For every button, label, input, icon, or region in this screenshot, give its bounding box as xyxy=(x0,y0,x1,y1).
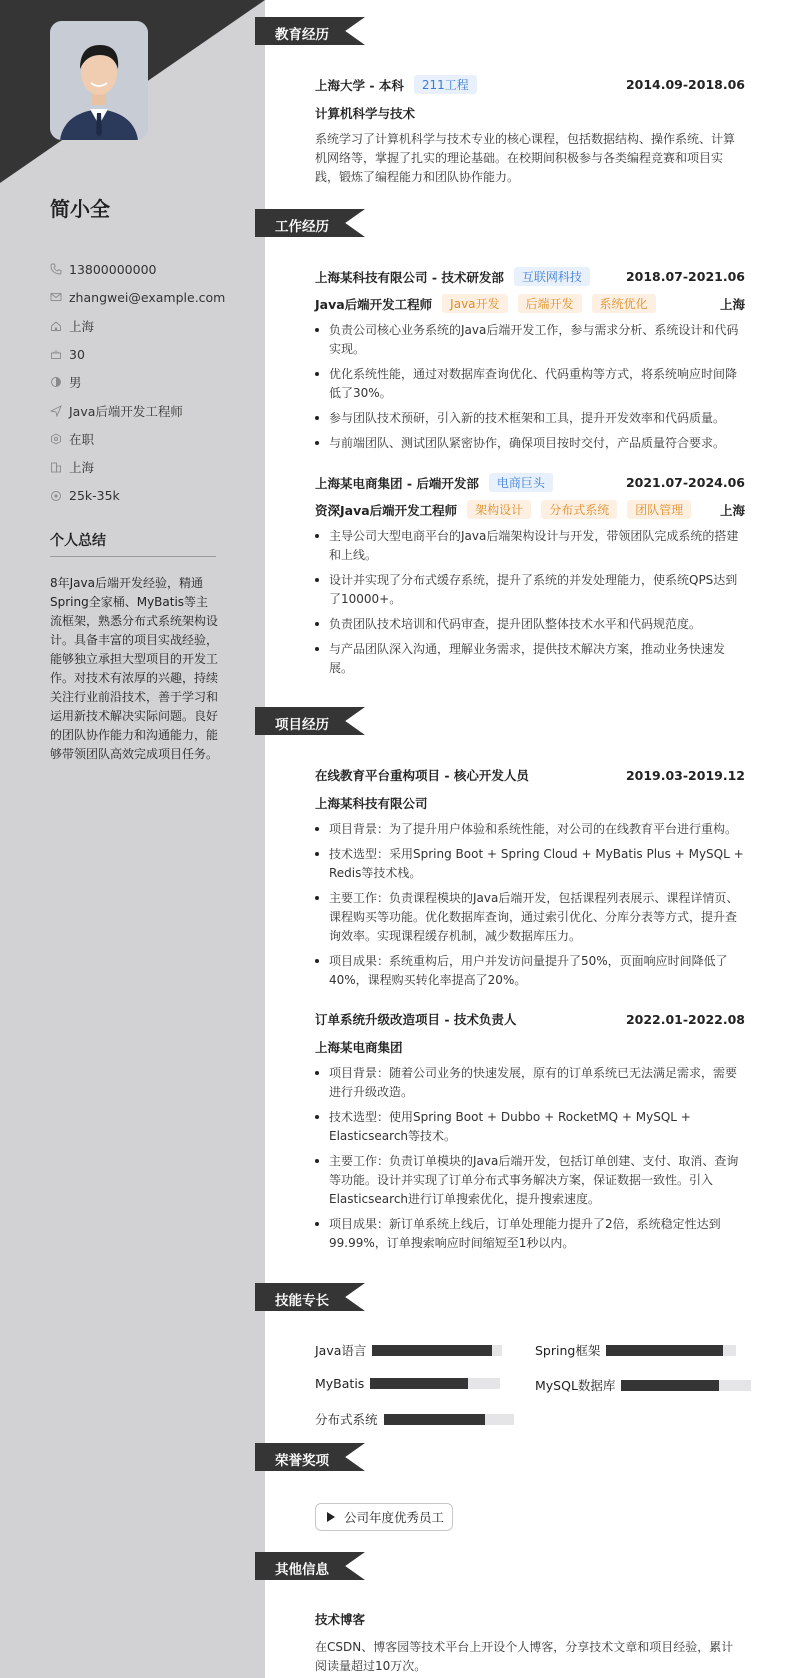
list-item: 项目成果：新订单系统上线后，订单处理能力提升了2倍，系统稳定性达到99.99%，订单搜索响应时间缩短至1秒以内。 xyxy=(315,1215,745,1253)
work-company: 上海某电商集团 - 后端开发部 xyxy=(315,475,479,491)
info-status-text: 在职 xyxy=(69,431,95,447)
skill-mysql xyxy=(535,1376,751,1394)
section-title-work: 工作经历 xyxy=(275,219,329,235)
skill-bar xyxy=(372,1345,502,1356)
info-email-text: zhangwei@example.com xyxy=(69,289,226,305)
work-skill-tag: Java开发 xyxy=(442,294,507,313)
skill-name: MySQL数据库 xyxy=(535,1378,616,1393)
list-item: 项目背景：随着公司业务的快速发展，原有的订单系统已无法满足需求，需要进行升级改造。 xyxy=(315,1064,745,1102)
work-skill-tag: 架构设计 xyxy=(467,500,531,519)
work-skill-tag: 后端开发 xyxy=(518,294,582,313)
summary-text: 8年Java后端开发经验，精通Spring全家桶、MyBatis等主流框架，熟悉分布式系统架构设计。具备丰富的项目实战经验，能够独立承担大型项目的开发工作。对技术有浓厚的兴趣，持续关注行业前沿技术，善于学习和运用新技术解决实际问题。良好的团队协作能力和沟通能力，能够带领团队高效完成项目任务。 xyxy=(50,576,219,761)
skill-bar xyxy=(384,1414,514,1425)
education-tag: 211工程 xyxy=(414,75,477,94)
other-entry xyxy=(315,1610,745,1676)
education-desc: 系统学习了计算机科学与技术专业的核心课程，包括数据结构、操作系统、计算机网络等，掌握了扎实的理论基础。在校期间积极参与各类编程竞赛和项目实践，锻炼了编程能力和团队协作能力。 xyxy=(315,132,736,184)
summary-divider xyxy=(50,556,216,557)
other-title: 技术博客 xyxy=(315,1612,366,1627)
main-content xyxy=(265,0,794,1678)
work-company-tag: 互联网科技 xyxy=(514,267,590,286)
info-job xyxy=(50,396,250,424)
info-gender-text: 男 xyxy=(69,375,82,391)
info-job-text: Java后端开发工程师 xyxy=(69,403,183,419)
info-location-text: 上海 xyxy=(69,318,95,334)
city-icon xyxy=(50,461,62,473)
work-city: 上海 xyxy=(719,502,745,518)
skill-bar-fill xyxy=(384,1414,485,1425)
work-skill-tag: 分布式系统 xyxy=(541,500,617,519)
list-item: 参与团队技术预研，引入新的技术框架和工具，提升开发效率和代码质量。 xyxy=(315,409,745,428)
skill-bar xyxy=(621,1380,751,1391)
list-item: 与前端团队、测试团队紧密协作，确保项目按时交付，产品质量符合要求。 xyxy=(315,434,745,453)
project-date: 2019.03-2019.12 xyxy=(625,767,745,783)
project-company: 上海某科技有限公司 xyxy=(315,796,428,811)
skill-name: Spring框架 xyxy=(535,1343,601,1358)
education-major: 计算机科学与技术 xyxy=(315,106,416,121)
work-date: 2021.07-2024.06 xyxy=(625,475,745,490)
section-header-work xyxy=(255,209,365,237)
mail-icon xyxy=(50,291,62,303)
education-date: 2014.09-2018.06 xyxy=(625,77,745,92)
info-age xyxy=(50,340,250,368)
status-icon xyxy=(50,433,62,445)
info-city-text: 上海 xyxy=(69,460,95,476)
info-city xyxy=(50,453,250,481)
skill-bar-fill xyxy=(621,1380,719,1391)
section-header-awards xyxy=(255,1443,365,1471)
age-icon xyxy=(50,348,62,360)
skill-bar xyxy=(606,1345,736,1356)
work-bullets xyxy=(315,321,745,453)
work-bullets xyxy=(315,527,745,678)
list-item: 设计并实现了分布式缓存系统，提升了系统的并发处理能力，使系统QPS达到了10000+。 xyxy=(315,571,745,609)
home-icon xyxy=(50,320,62,332)
gender-icon xyxy=(50,376,62,388)
skill-name: 分布式系统 xyxy=(315,1412,378,1427)
list-item: 技术选型：使用Spring Boot + Dubbo + RocketMQ + MySQL + Elasticsearch等技术。 xyxy=(315,1108,745,1146)
skill-distributed xyxy=(315,1410,514,1428)
list-item: 项目成果：系统重构后，用户并发访问量提升了50%，页面响应时间降低了40%，课程购买转化率提高了20%。 xyxy=(315,952,745,990)
education-school: 上海大学 - 本科 xyxy=(315,77,404,93)
project-date: 2022.01-2022.08 xyxy=(625,1011,745,1027)
section-title-education: 教育经历 xyxy=(275,27,329,43)
work-entry xyxy=(315,267,745,459)
skill-name: MyBatis xyxy=(315,1376,365,1391)
section-title-awards: 荣誉奖项 xyxy=(275,1453,329,1469)
section-header-projects xyxy=(255,707,365,735)
play-triangle-icon xyxy=(327,1512,335,1522)
skill-bar-fill xyxy=(372,1345,492,1356)
skill-mybatis xyxy=(315,1376,500,1391)
skill-bar-fill xyxy=(606,1345,723,1356)
info-phone-text: 13800000000 xyxy=(69,261,157,277)
info-status xyxy=(50,425,250,453)
project-bullets xyxy=(315,1064,745,1253)
award-text: 公司年度优秀员工 xyxy=(344,1510,445,1525)
work-position: 资深Java后端开发工程师 xyxy=(315,502,458,518)
work-position: Java后端开发工程师 xyxy=(315,296,433,312)
project-entry xyxy=(315,1010,745,1259)
skill-java xyxy=(315,1341,502,1359)
skill-name: Java语言 xyxy=(315,1343,367,1358)
project-bullets xyxy=(315,820,745,990)
contact-info-list xyxy=(50,255,250,510)
project-title: 订单系统升级改造项目 - 技术负责人 xyxy=(315,1012,517,1027)
avatar xyxy=(50,21,148,140)
education-entry xyxy=(315,75,745,187)
info-email xyxy=(50,283,250,311)
info-phone xyxy=(50,255,250,283)
other-desc: 在CSDN、博客园等技术平台上开设个人博客，分享技术文章和项目经验，累计阅读量超过10万次。 xyxy=(315,1640,734,1673)
section-title-skills: 技能专长 xyxy=(275,1293,329,1309)
list-item: 与产品团队深入沟通，理解业务需求，提供技术解决方案，推动业务快速发展。 xyxy=(315,640,745,678)
work-company: 上海某科技有限公司 - 技术研发部 xyxy=(315,269,504,285)
skill-bar xyxy=(370,1378,500,1389)
work-city: 上海 xyxy=(719,296,745,312)
list-item: 主要工作：负责订单模块的Java后端开发，包括订单创建、支付、取消、查询等功能。设计并实现了订单分布式事务解决方案，保证数据一致性。引入Elasticsearch进行订单搜索优化，提升搜索速度。 xyxy=(315,1152,745,1209)
list-item: 技术选型：采用Spring Boot + Spring Cloud + MyBatis Plus + MySQL + Redis等技术栈。 xyxy=(315,845,745,883)
award-badge xyxy=(315,1503,453,1531)
work-skill-tag: 团队管理 xyxy=(627,500,691,519)
project-company: 上海某电商集团 xyxy=(315,1040,403,1055)
job-icon xyxy=(50,405,62,417)
work-entry xyxy=(315,473,745,684)
info-age-text: 30 xyxy=(69,346,85,362)
list-item: 主要工作：负责课程模块的Java后端开发，包括课程列表展示、课程详情页、课程购买等功能。优化数据库查询，通过索引优化、分库分表等方式，提升查询效率。实现课程缓存机制，减少数据库压力。 xyxy=(315,889,745,946)
project-entry xyxy=(315,766,745,996)
list-item: 负责团队技术培训和代码审查，提升团队整体技术水平和代码规范度。 xyxy=(315,615,745,634)
summary-title: 个人总结 xyxy=(50,533,106,549)
info-gender xyxy=(50,368,250,396)
work-date: 2018.07-2021.06 xyxy=(625,269,745,284)
sidebar xyxy=(0,0,265,1678)
list-item: 负责公司核心业务系统的Java后端开发工作，参与需求分析、系统设计和代码实现。 xyxy=(315,321,745,359)
section-title-projects: 项目经历 xyxy=(275,717,329,733)
info-salary-text: 25k-35k xyxy=(69,488,120,504)
salary-icon xyxy=(50,490,62,502)
skill-spring xyxy=(535,1341,736,1359)
info-salary xyxy=(50,481,250,509)
info-location xyxy=(50,312,250,340)
list-item: 主导公司大型电商平台的Java后端架构设计与开发，带领团队完成系统的搭建和上线。 xyxy=(315,527,745,565)
work-skill-tag: 系统优化 xyxy=(592,294,656,313)
profile-name: 简小全 xyxy=(50,197,110,221)
section-header-education xyxy=(255,17,365,45)
list-item: 项目背景：为了提升用户体验和系统性能，对公司的在线教育平台进行重构。 xyxy=(315,820,745,839)
skill-bar-fill xyxy=(370,1378,468,1389)
section-title-other: 其他信息 xyxy=(275,1562,329,1578)
section-header-skills xyxy=(255,1283,365,1311)
project-title: 在线教育平台重构项目 - 核心开发人员 xyxy=(315,768,529,783)
avatar-photo-icon xyxy=(50,21,148,140)
section-header-other xyxy=(255,1552,365,1580)
work-company-tag: 电商巨头 xyxy=(489,473,553,492)
list-item: 优化系统性能，通过对数据库查询优化、代码重构等方式，将系统响应时间降低了30%。 xyxy=(315,365,745,403)
phone-icon xyxy=(50,263,62,275)
